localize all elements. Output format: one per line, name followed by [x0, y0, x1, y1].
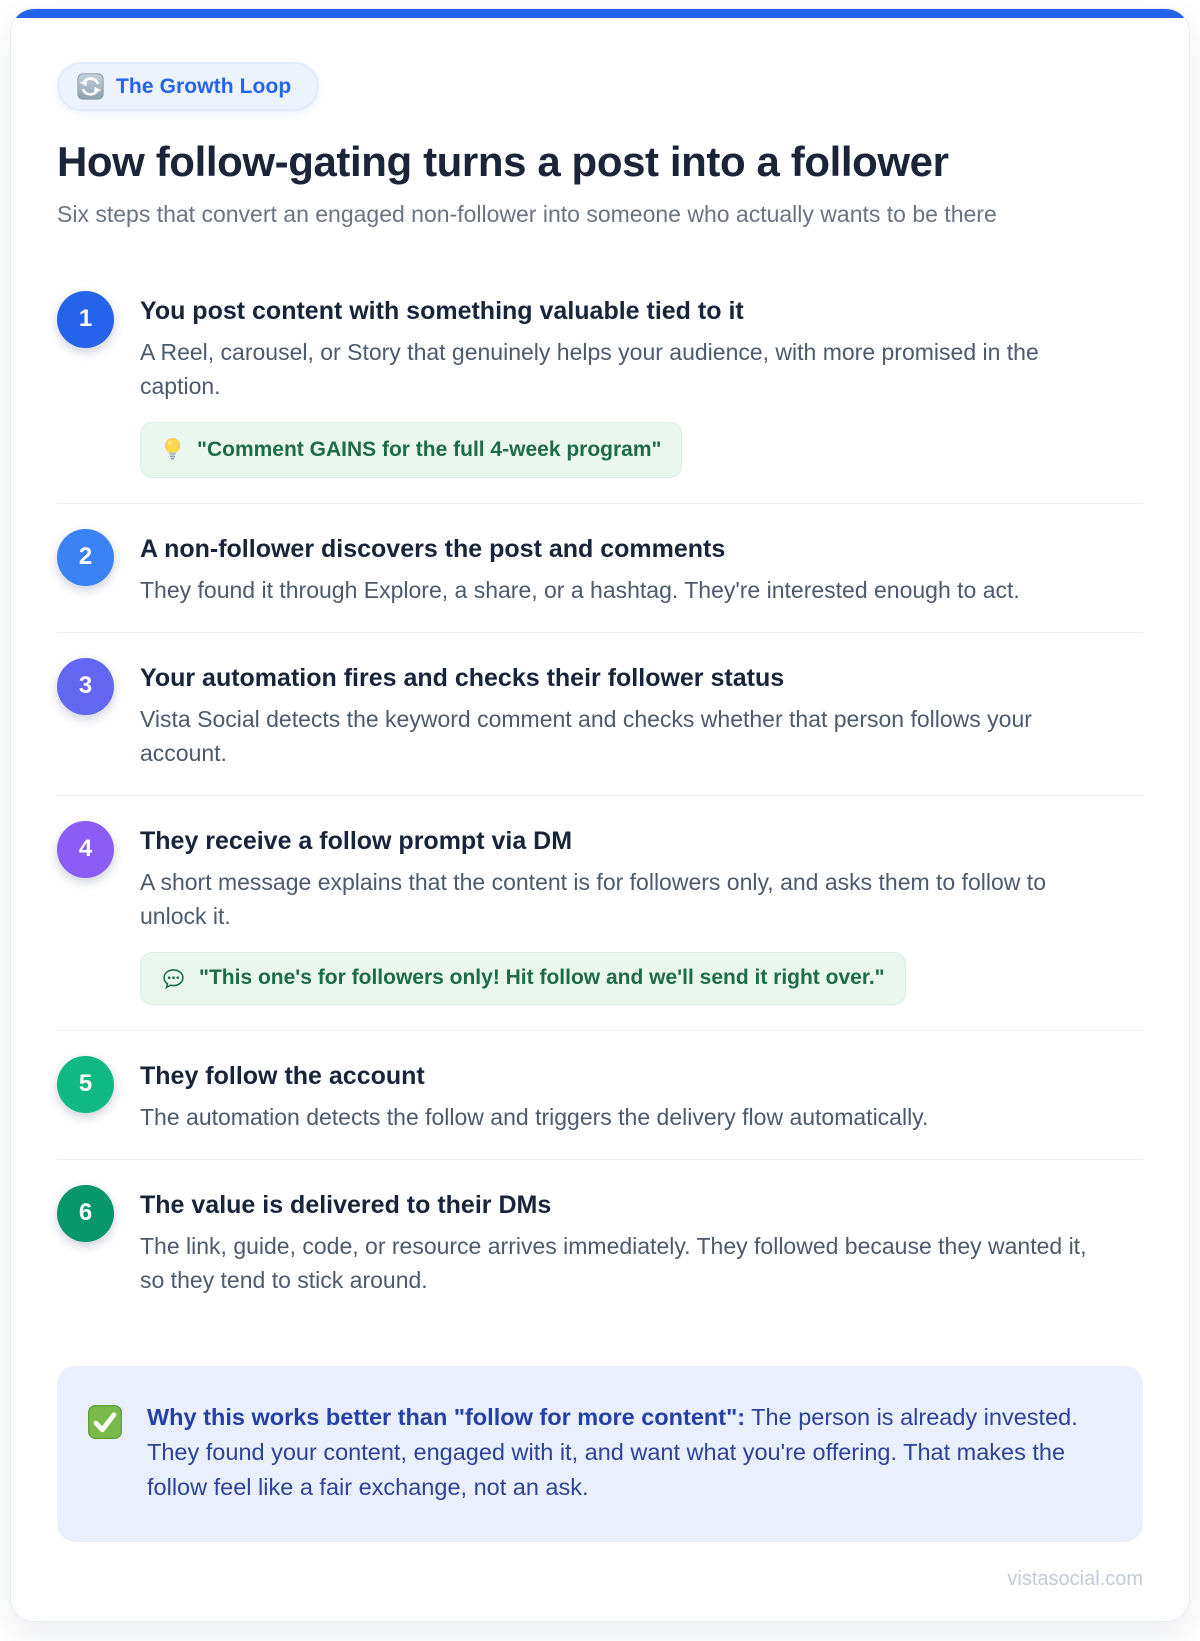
- step-item-4: [57, 795, 1143, 1030]
- accent-bar: [11, 9, 1189, 18]
- step-number-badge: 5: [57, 1056, 114, 1113]
- step-content: [140, 291, 1143, 478]
- step-description: The link, guide, code, or resource arrives immediately. They followed because they wanted it, so they tend to stick around.: [140, 1232, 1087, 1293]
- check-box-icon: [87, 1404, 123, 1440]
- step-content: [140, 529, 1143, 607]
- step-number-badge: 2: [57, 529, 114, 586]
- footer-watermark: vistasocial.com: [1007, 1567, 1143, 1590]
- example-callout: [140, 422, 682, 478]
- step-title: You post content with something valuable tied to it: [140, 296, 744, 325]
- step-description: They found it through Explore, a share, or a hashtag. They're interested enough to act.: [140, 576, 1020, 603]
- infographic-card: [10, 8, 1190, 1622]
- step-item-2: [57, 503, 1143, 632]
- step-title: They follow the account: [140, 1061, 425, 1090]
- step-title: They receive a follow prompt via DM: [140, 826, 573, 855]
- card-content: [11, 18, 1189, 1621]
- step-number-badge: 3: [57, 658, 114, 715]
- dm-example-callout: [140, 952, 906, 1005]
- step-title: Your automation fires and checks their follower status: [140, 663, 785, 692]
- step-description: A Reel, carousel, or Story that genuinely helps your audience, with more promised in the caption.: [140, 338, 1039, 399]
- why-text-bold: Why this works better than "follow for more content":: [147, 1403, 746, 1430]
- loop-arrows-icon: [77, 73, 104, 100]
- step-item-6: [57, 1159, 1143, 1322]
- step-item-5: [57, 1030, 1143, 1159]
- steps-list: [57, 266, 1143, 1322]
- why-text: [147, 1400, 1107, 1506]
- page-title: How follow-gating turns a post into a follower: [57, 138, 949, 185]
- step-content: [140, 1185, 1143, 1297]
- step-number-badge: 1: [57, 291, 114, 348]
- step-number-badge: 4: [57, 821, 114, 878]
- why-text-rest: The person is already invested. They found your content, engaged with it, and want what you're offering. That makes the follow feel like a fair exchange, not an ask.: [147, 1403, 1078, 1501]
- callout-text: "This one's for followers only! Hit follow and we'll send it right over.": [199, 966, 885, 990]
- step-description: Vista Social detects the keyword comment and checks whether that person follows your account.: [140, 705, 1032, 766]
- step-title: The value is delivered to their DMs: [140, 1190, 552, 1219]
- step-content: [140, 1056, 1143, 1134]
- growth-loop-badge: [57, 62, 319, 111]
- step-content: [140, 658, 1143, 770]
- step-description: A short message explains that the content is for followers only, and asks them to follow to unlock it.: [140, 868, 1046, 929]
- step-description: The automation detects the follow and triggers the delivery flow automatically.: [140, 1103, 929, 1130]
- step-title: A non-follower discovers the post and comments: [140, 534, 726, 563]
- why-this-works-box: [57, 1366, 1143, 1542]
- lightbulb-icon: [161, 436, 184, 464]
- step-item-3: [57, 632, 1143, 795]
- page-subtitle: Six steps that convert an engaged non-follower into someone who actually wants to be there: [57, 201, 997, 228]
- callout-text: "Comment GAINS for the full 4-week program": [197, 437, 662, 461]
- badge-label: The Growth Loop: [116, 74, 292, 98]
- speech-bubble-icon: [161, 966, 186, 991]
- step-content: [140, 821, 1143, 1005]
- step-number-badge: 6: [57, 1185, 114, 1242]
- step-item-1: [57, 266, 1143, 503]
